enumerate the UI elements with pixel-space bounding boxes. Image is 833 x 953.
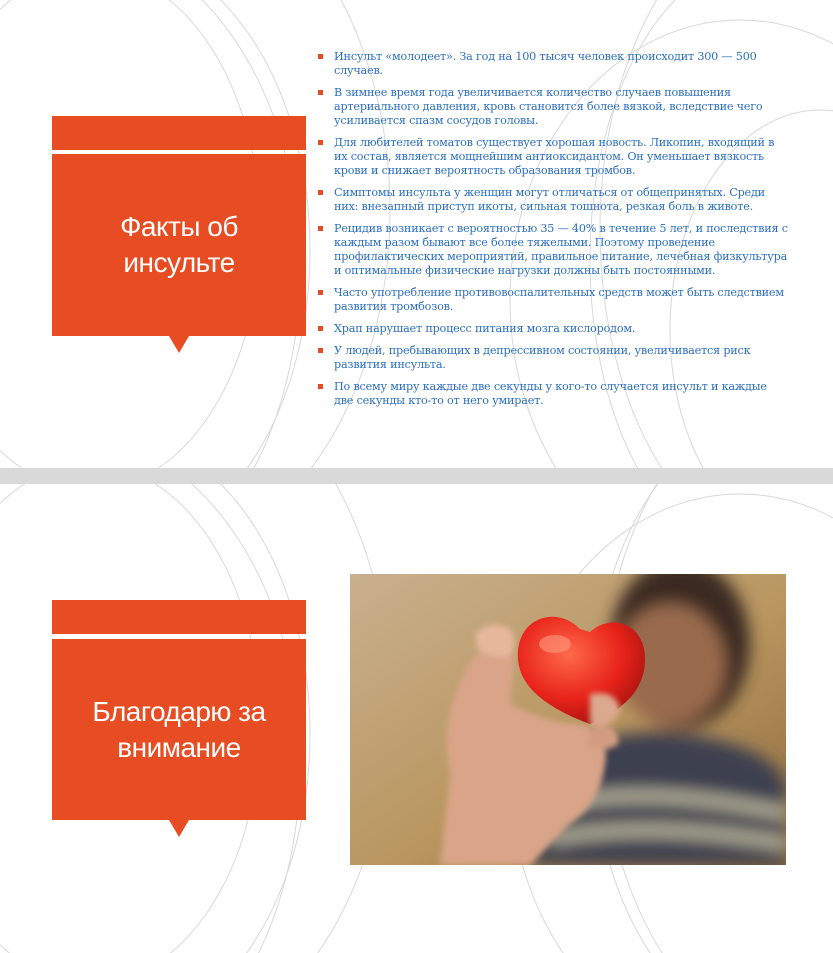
fact-item [318,136,788,178]
fact-text: В зимнее время года увеличивается количество случаев повышения артериального давления, кровь становится более вязкой, вследствие чего усиливается спазм сосудов головы. [334,86,763,127]
fact-text: Инсульт «молодеет». За год на 100 тысяч человек происходит 300 — 500 случаев. [334,50,757,77]
fact-text: Часто употребление противовоспалительных средств может быть следствием развития тромбозов. [334,286,784,313]
title-accent-bar [52,116,306,150]
fact-text: По всему миру каждые две секунды у кого-то случается инсульт и каждые две секунды кто-то от него умирает. [334,380,767,407]
slide-facts [0,0,833,468]
slide-title: Факты об инсульте [120,211,238,278]
bullet-icon [318,326,323,331]
fact-text: Храп нарушает процесс питания мозга кислородом. [334,322,636,335]
fact-text: Для любителей томатов существует хорошая новость. Ликопин, входящий в их состав, является мощнейшим антиоксидантом. Он уменьшает вязкость крови и снижает вероятность образования тромбов. [334,136,775,177]
fact-item [318,86,788,128]
fact-item [318,222,788,278]
title-pointer [169,336,189,353]
bullet-icon [318,226,323,231]
bullet-icon [318,190,323,195]
slide-thanks [0,484,833,953]
bullet-icon [318,290,323,295]
fact-item [318,322,788,336]
bullet-icon [318,348,323,353]
slide-title-box [52,639,306,820]
bullet-icon [318,384,323,389]
fact-text: У людей, пребывающих в депрессивном состоянии, увеличивается риск развития инсульта. [334,344,751,371]
fact-text: Симптомы инсульта у женщин могут отличаться от общепринятых. Среди них: внезапный приступ икоты, сильная тошнота, резкая боль в животе. [334,186,765,213]
fact-item [318,286,788,314]
facts-list [318,50,788,416]
bullet-icon [318,140,323,145]
fact-item [318,380,788,408]
slide-title: Благодарю за внимание [92,695,266,763]
slide-title-box [52,154,306,336]
heart-photo-illustration [350,574,786,865]
heart-in-hand-photo [350,574,786,865]
title-pointer [169,820,189,837]
fact-item [318,50,788,78]
fact-item [318,186,788,214]
title-accent-bar [52,600,306,634]
bullet-icon [318,54,323,59]
bullet-icon [318,90,323,95]
fact-item [318,344,788,372]
fact-text: Рецидив возникает с вероятностью 35 — 40% в течение 5 лет, и последствия с каждым разом бывают все более тяжелыми. Поэтому проведение профилактических мероприятий, правильное питание, лечебная физкультура и оптимальные физические нагрузки должны быть постоянными. [334,222,788,277]
